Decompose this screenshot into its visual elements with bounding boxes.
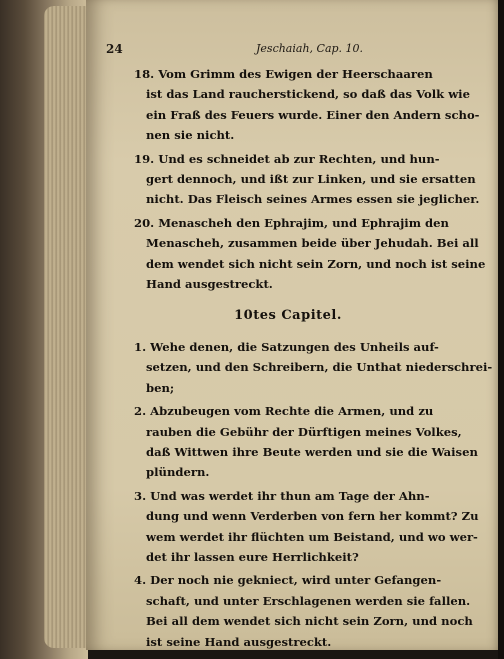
text-line: rauben die Gebühr der Dürftigen meines Volkes, bbox=[146, 424, 462, 439]
text-line: ben; bbox=[146, 380, 175, 395]
verse-paragraph bbox=[106, 570, 473, 652]
text-line: det ihr lassen eure Herrlichkeit? bbox=[146, 549, 359, 564]
text-line: plündern. bbox=[146, 465, 210, 480]
text-line: nen sie nicht. bbox=[146, 128, 235, 143]
text-line: 2. Abzubeugen vom Rechte die Armen, und zu bbox=[134, 404, 434, 419]
verse-paragraph bbox=[106, 213, 486, 295]
text-line: 19. Und es schneidet ab zur Rechten, und hun- bbox=[134, 151, 440, 166]
verse-group-chapter-9 bbox=[106, 64, 486, 294]
text-line: setzen, und den Schreibern, die Unthat niederschrei- bbox=[146, 360, 493, 375]
verse-paragraph bbox=[106, 486, 479, 568]
book-page bbox=[86, 0, 498, 650]
text-line: dung und wenn Verderben von fern her kommt? Zu bbox=[146, 509, 479, 524]
background-edge bbox=[498, 0, 504, 659]
running-title: Jeschaiah, Cap. 10. bbox=[256, 42, 364, 55]
text-line: wem werdet ihr flüchten um Beistand, und wo wer- bbox=[146, 529, 478, 544]
text-line: ist das Land raucherstickend, so daß das Volk wie bbox=[146, 87, 470, 102]
text-line: dem wendet sich nicht sein Zorn, und noch ist seine bbox=[146, 256, 486, 271]
text-line: schaft, und unter Erschlagenen werden sie fallen. bbox=[146, 593, 471, 608]
verse-paragraph bbox=[106, 149, 480, 210]
text-line: 1. Wehe denen, die Satzungen des Unheils auf- bbox=[134, 339, 439, 354]
text-line: 4. Der noch nie gekniect, wird unter Gefangen- bbox=[134, 573, 442, 588]
page-edges bbox=[44, 6, 90, 648]
verse-paragraph bbox=[106, 337, 493, 398]
text-line: Bei all dem wendet sich nicht sein Zorn, und noch bbox=[146, 614, 473, 629]
verse-paragraph bbox=[106, 401, 478, 483]
text-line: nicht. Das Fleisch seines Armes essen sie jeglicher. bbox=[146, 192, 480, 207]
text-line: 3. Und was werdet ihr thun am Tage der Ahn- bbox=[134, 488, 430, 503]
text-line: ein Fraß des Feuers wurde. Einer den Andern scho- bbox=[146, 107, 480, 122]
chapter-heading: 10tes Capitel. bbox=[234, 308, 342, 324]
verse-paragraph bbox=[106, 64, 480, 146]
text-line: daß Wittwen ihre Beute werden und sie die Waisen bbox=[146, 444, 478, 459]
text-line: Hand ausgestreckt. bbox=[146, 277, 273, 292]
text-line: ist seine Hand ausgestreckt. bbox=[146, 634, 332, 649]
text-line: 20. Menascheh den Ephrajim, und Ephrajim den bbox=[134, 215, 449, 230]
page-number: 24 bbox=[106, 42, 123, 56]
page-body bbox=[106, 64, 493, 655]
text-line: gert dennoch, und ißt zur Linken, und sie ersatten bbox=[146, 172, 476, 187]
text-line: Menascheh, zusammen beide über Jehudah. Bei all bbox=[146, 236, 479, 251]
verse-group-chapter-10 bbox=[106, 337, 493, 652]
page-header bbox=[106, 42, 470, 60]
text-line: 18. Vom Grimm des Ewigen der Heerschaaren bbox=[134, 67, 433, 81]
